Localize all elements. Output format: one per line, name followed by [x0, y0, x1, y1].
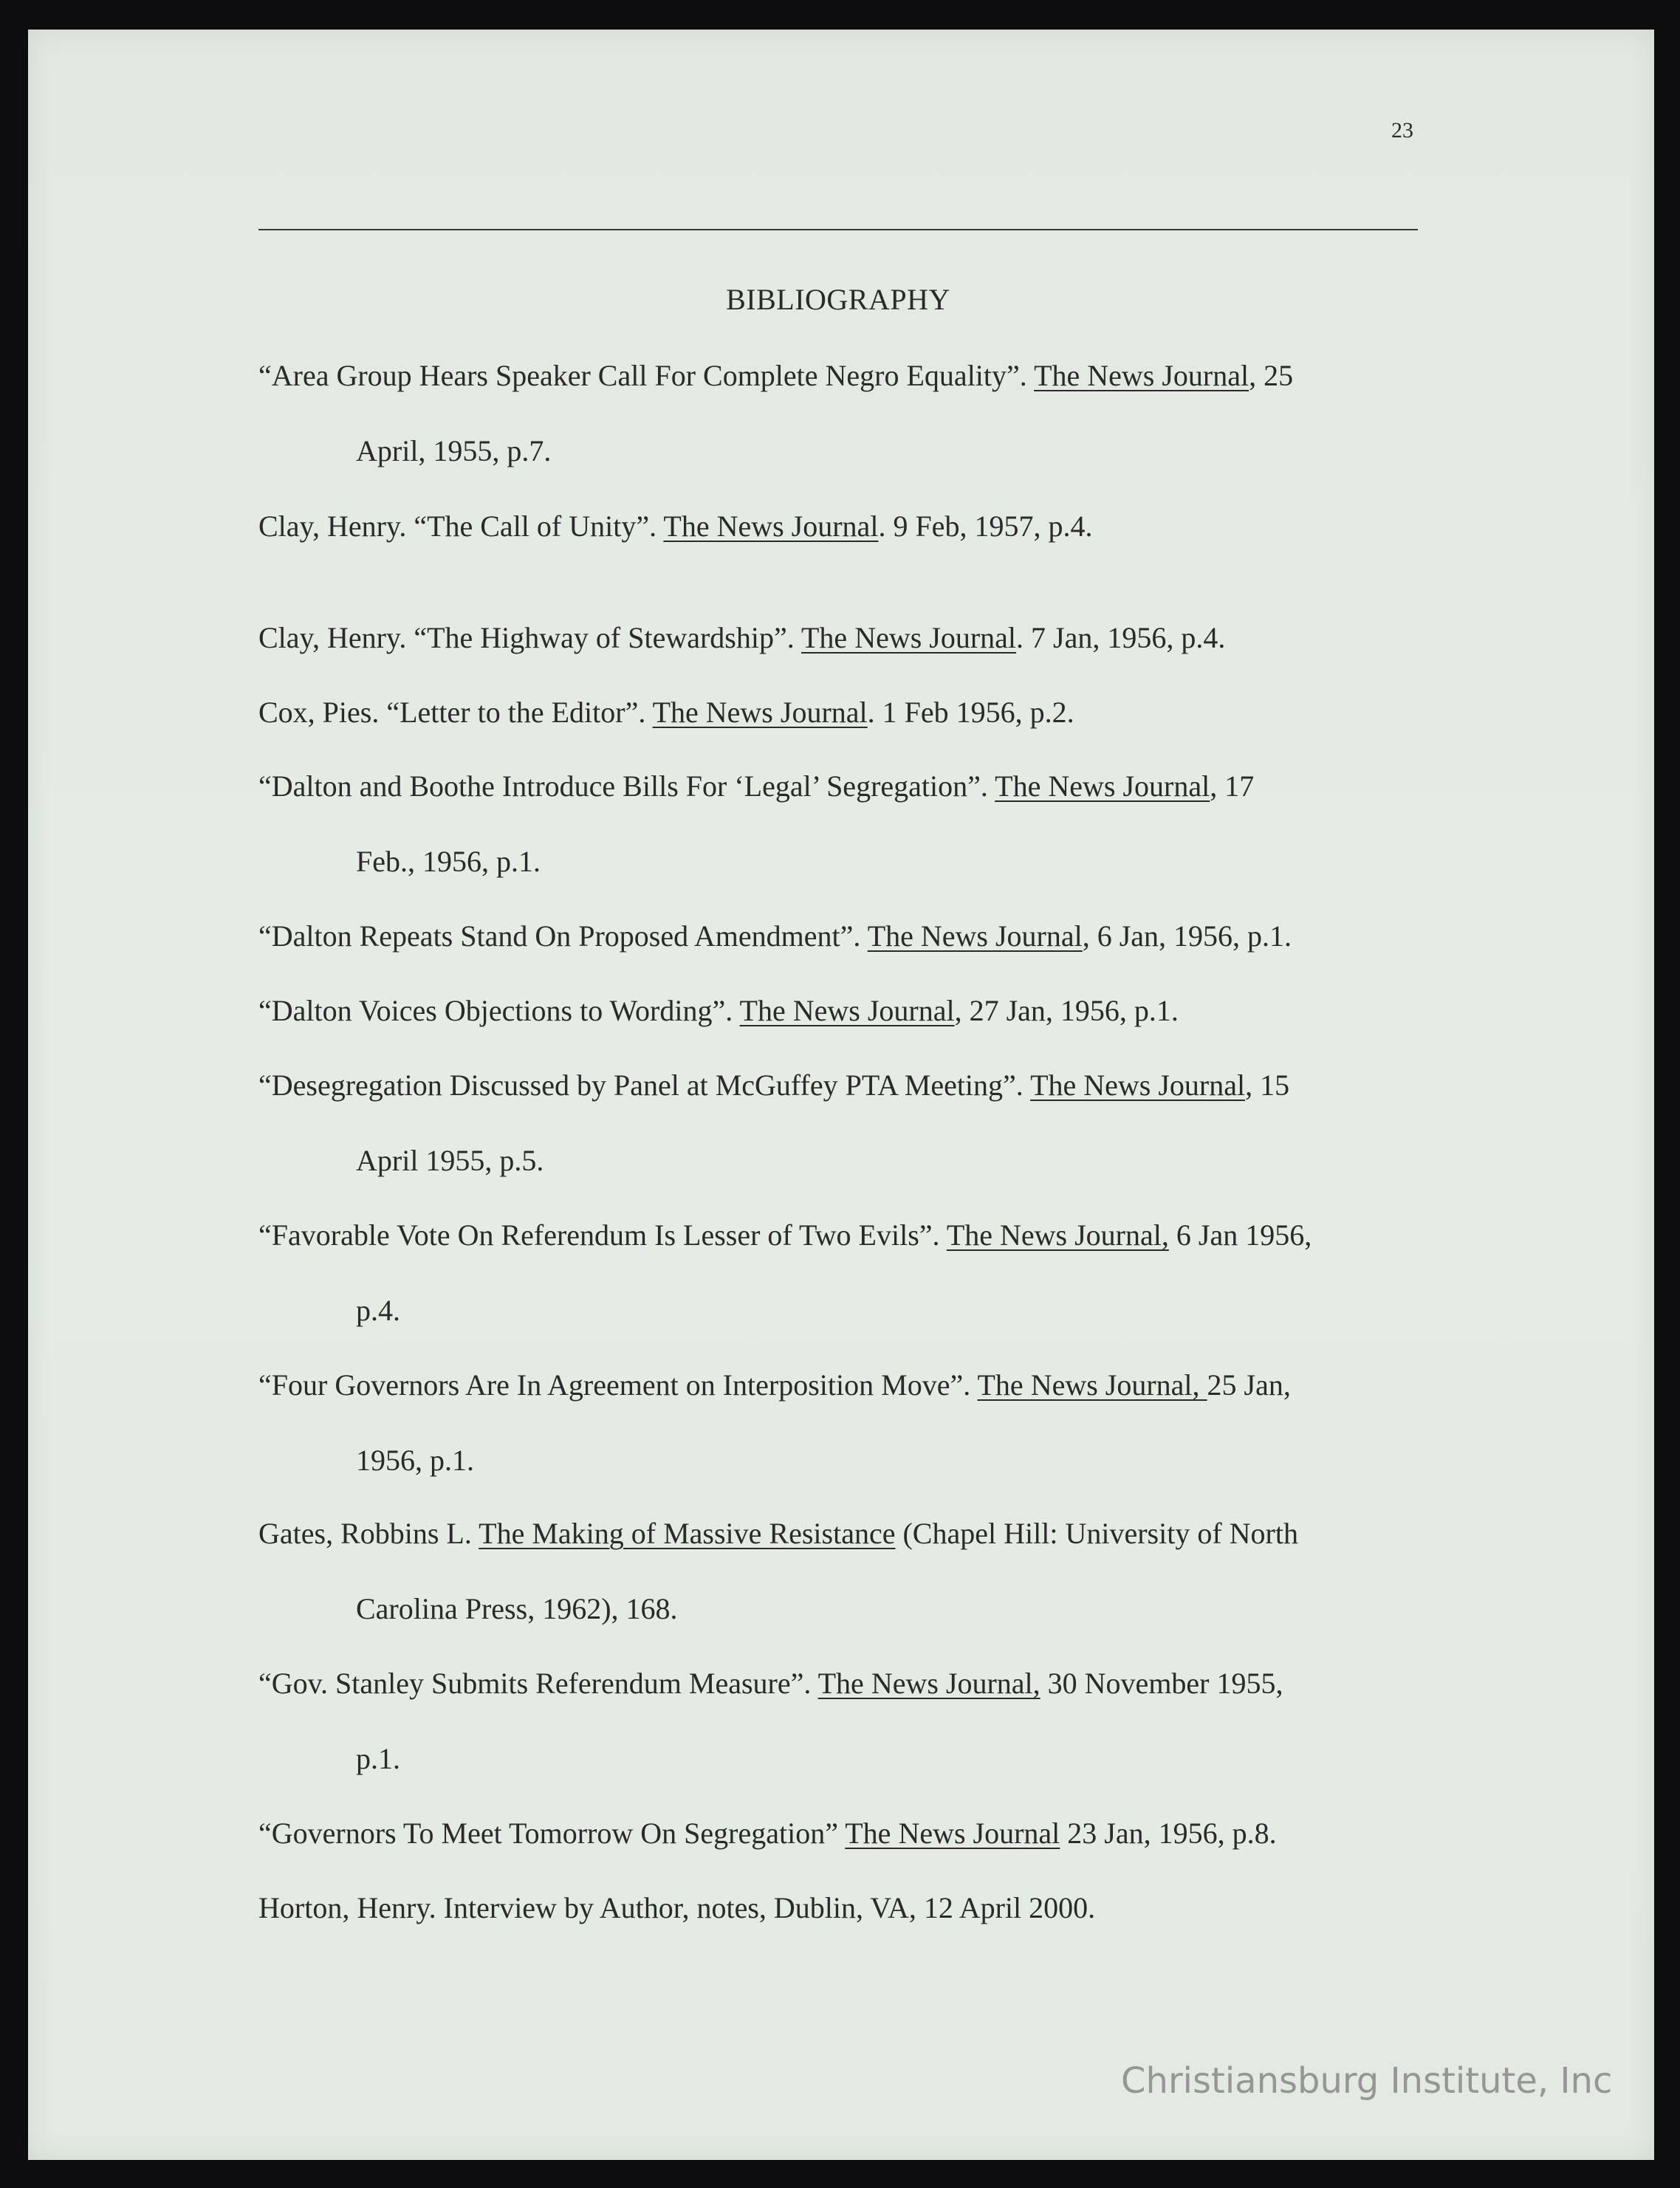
- entry-text: “Governors To Meet Tomorrow On Segregation”: [258, 1817, 846, 1850]
- entry-text: “Dalton and Boothe Introduce Bills For ‘Legal’ Segregation”.: [258, 769, 995, 803]
- entry-text: 30 November 1955,: [1040, 1667, 1283, 1700]
- entry-publication: The News Journal: [652, 696, 868, 729]
- entry-text: “Favorable Vote On Referendum Is Lesser of Two Evils”.: [258, 1218, 947, 1252]
- entry-text: “Dalton Voices Objections to Wording”.: [258, 994, 740, 1027]
- bibliography-entry: [258, 1348, 1440, 1498]
- header-rule: [258, 229, 1418, 230]
- entry-text: . 9 Feb, 1957, p.4.: [878, 510, 1093, 543]
- entry-continuation: April 1955, p.5.: [356, 1144, 544, 1177]
- entry-publication: The News Journal,: [946, 1218, 1169, 1252]
- bibliography-entry: [258, 899, 1440, 974]
- entry-text: “Gov. Stanley Submits Referendum Measure”.: [258, 1667, 818, 1700]
- bibliography-entry: [258, 675, 1440, 750]
- entry-text: “Desegregation Discussed by Panel at McGuffey PTA Meeting”.: [258, 1069, 1031, 1102]
- entry-continuation: April, 1955, p.7.: [356, 434, 552, 467]
- entry-publication: The News Journal: [801, 621, 1017, 654]
- entry-text: Clay, Henry. “The Highway of Stewardship”.: [258, 621, 801, 654]
- bibliography-entry: [258, 338, 1440, 489]
- entry-continuation: Carolina Press, 1962), 168.: [356, 1592, 678, 1625]
- entry-publication: The News Journal: [995, 769, 1210, 803]
- entry-text: Clay, Henry. “The Call of Unity”.: [258, 510, 664, 543]
- entry-continuation: p.1.: [356, 1742, 400, 1775]
- entry-text: “Four Governors Are In Agreement on Interposition Move”.: [258, 1368, 978, 1402]
- entry-text: . 1 Feb 1956, p.2.: [867, 696, 1074, 729]
- entry-continuation: Feb., 1956, p.1.: [356, 845, 541, 878]
- entry-text: 23 Jan, 1956, p.8.: [1060, 1817, 1277, 1850]
- entry-text: Gates, Robbins L.: [258, 1517, 479, 1550]
- bibliography-entry: [258, 1646, 1440, 1797]
- entry-text: . 7 Jan, 1956, p.4.: [1016, 621, 1226, 654]
- page-title: BIBLIOGRAPHY: [726, 283, 950, 316]
- entry-text: “Area Group Hears Speaker Call For Complete Negro Equality”.: [258, 359, 1035, 392]
- entry-text: , 15: [1245, 1069, 1290, 1102]
- entry-text: , 17: [1210, 769, 1255, 803]
- entry-book-title: The Making of Massive Resistance: [479, 1517, 896, 1550]
- bibliography-entry: [258, 1198, 1440, 1348]
- entry-text: 6 Jan 1956,: [1168, 1218, 1312, 1252]
- entry-text: 25 Jan,: [1207, 1368, 1291, 1402]
- entry-continuation: p.4.: [356, 1294, 400, 1327]
- bibliography-entry: [258, 489, 1440, 564]
- bibliography-entry: [258, 1796, 1440, 1871]
- page-number: 23: [1391, 118, 1413, 143]
- entry-text: “Dalton Repeats Stand On Proposed Amendment”.: [258, 919, 868, 953]
- bibliography-entry: [258, 600, 1440, 676]
- bibliography-entry: [258, 973, 1440, 1049]
- watermark: Christiansburg Institute, Inc: [1121, 2060, 1613, 2102]
- entry-publication: The News Journal,: [817, 1667, 1040, 1700]
- entry-publication: The News Journal: [1030, 1069, 1246, 1102]
- bibliography-entry: [258, 1870, 1440, 1946]
- entry-publication: The News Journal: [739, 994, 955, 1027]
- entry-text: , 27 Jan, 1956, p.1.: [954, 994, 1179, 1027]
- entry-publication: The News Journal: [867, 919, 1083, 953]
- entry-publication: The News Journal: [1034, 359, 1249, 392]
- entry-text: , 25: [1249, 359, 1294, 392]
- bibliography-entry: [258, 1048, 1440, 1198]
- bibliography-entry: [258, 749, 1440, 899]
- entry-text: Horton, Henry. Interview by Author, notes, Dublin, VA, 12 April 2000.: [258, 1891, 1096, 1924]
- entry-text: , 6 Jan, 1956, p.1.: [1082, 919, 1292, 953]
- entry-publication: The News Journal: [663, 510, 879, 543]
- entry-publication: The News Journal,: [977, 1368, 1207, 1402]
- bibliography-entry: [258, 1496, 1440, 1647]
- entry-text: (Chapel Hill: University of North: [895, 1517, 1298, 1550]
- entry-continuation: 1956, p.1.: [356, 1444, 474, 1477]
- entry-publication: The News Journal: [845, 1817, 1060, 1850]
- entry-text: Cox, Pies. “Letter to the Editor”.: [258, 696, 653, 729]
